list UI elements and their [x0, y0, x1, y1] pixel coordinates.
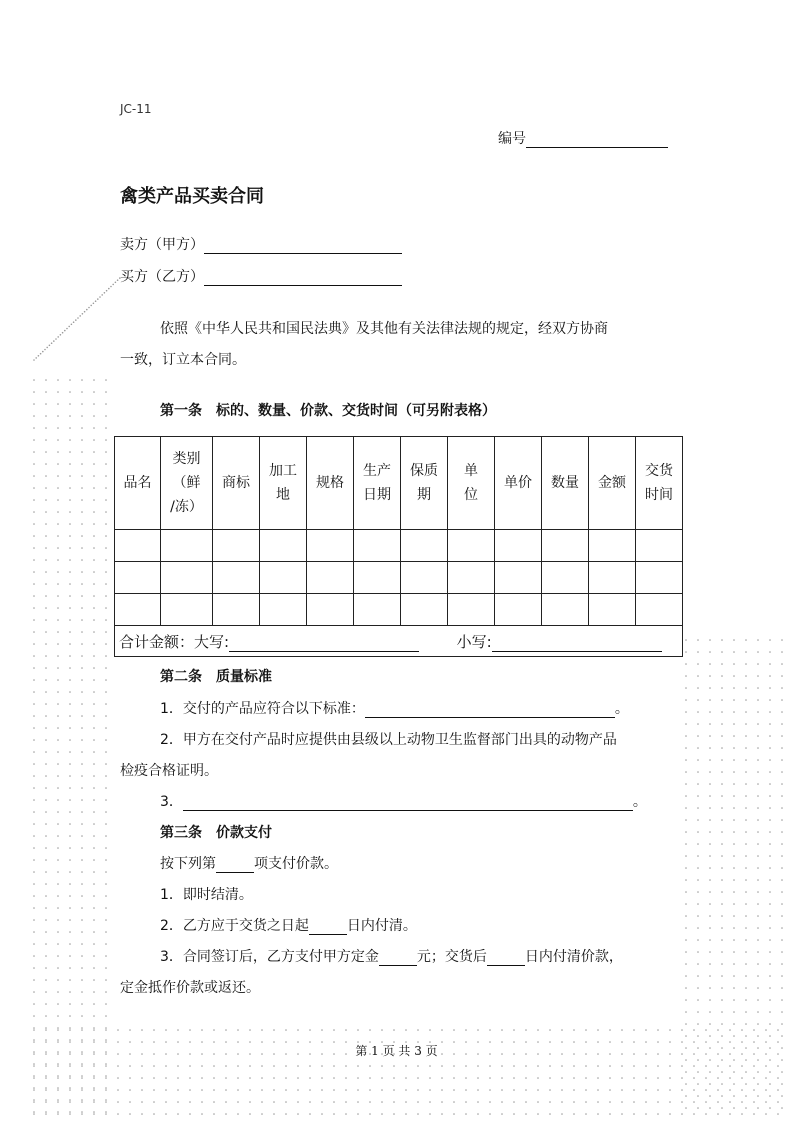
table-header-text: 品名: [123, 475, 152, 491]
document-title: 禽类产品买卖合同: [120, 186, 264, 207]
settlement-days-blank[interactable]: [487, 949, 525, 966]
payment-days-blank[interactable]: [309, 918, 347, 935]
buyer-label: 买方（乙方）: [120, 269, 204, 285]
document-code: JC-11: [120, 102, 152, 116]
quality-standard-blank[interactable]: [365, 701, 615, 718]
seller-field: [120, 236, 402, 254]
preamble-line-1: 依照《中华人民共和国民法典》及其他有关法律法规的规定，经双方协商: [160, 321, 608, 337]
table-header-cell: [354, 437, 401, 530]
item3-blank[interactable]: [183, 794, 633, 811]
table-header-cell: [589, 437, 636, 530]
table-header-text: 金额: [598, 475, 626, 491]
article3-item2: 2．乙方应于交货之日起 日内付清。: [160, 918, 417, 934]
table-total-row: [115, 626, 683, 657]
table-header-text: 生产: [363, 463, 391, 479]
table-header-cell: [213, 437, 260, 530]
payment-option-blank[interactable]: [216, 856, 254, 873]
deposit-amount-blank[interactable]: [379, 949, 417, 966]
article2-item2-line2: 检疫合格证明。: [120, 763, 218, 779]
article3-item3-line1: 3．合同签订后，乙方支付甲方定金 元；交货后 日内付清价款，: [160, 949, 623, 965]
article2-item1: 1．交付的产品应符合以下标准： 。: [160, 701, 629, 717]
table-header-text: 商标: [222, 475, 250, 491]
table-header-cell: [495, 437, 542, 530]
buyer-blank[interactable]: [204, 269, 402, 286]
article3-heading: 第三条 价款支付: [160, 825, 272, 841]
table-header-text: 类别: [172, 451, 201, 467]
table-row: [115, 530, 683, 562]
table-header-cell: [307, 437, 354, 530]
article2-item2-line1: 2．甲方在交付产品时应提供由县级以上动物卫生监督部门出具的动物产品: [160, 732, 617, 748]
total-amount-cell: [115, 626, 683, 657]
article2-item3: 3． 。: [160, 794, 647, 810]
article2-heading: 第二条 质量标准: [160, 669, 272, 685]
table-header-text: 规格: [316, 475, 344, 491]
goods-table: [114, 436, 683, 657]
seller-blank[interactable]: [204, 237, 402, 254]
table-row: [115, 562, 683, 594]
table-header-text: 日期: [363, 487, 391, 503]
table-header-text: （鲜: [172, 475, 201, 491]
table-header-cell: [401, 437, 448, 530]
table-header-text: 单: [464, 463, 478, 479]
total-amount-small-label: 小写:: [456, 632, 492, 651]
page-footer: 第 1 页 共 3 页: [355, 1044, 438, 1058]
table-header-text: 保质: [410, 463, 438, 479]
article1-heading: 第一条 标的、数量、价款、交货时间（可另附表格）: [160, 403, 496, 419]
table-header-text: 单价: [504, 475, 532, 491]
table-header-text: 时间: [645, 487, 673, 503]
table-row: [115, 594, 683, 626]
table-header-cell: [636, 437, 683, 530]
buyer-field: [120, 268, 402, 286]
seller-label: 卖方（甲方）: [120, 237, 204, 253]
preamble-line-2: 一致，订立本合同。: [120, 352, 246, 368]
contract-number-blank[interactable]: [526, 131, 668, 148]
table-header-cell: [115, 437, 161, 530]
table-header-text: 地: [276, 487, 290, 503]
table-header-cell: [542, 437, 589, 530]
table-header-text: 期: [417, 487, 431, 503]
table-header-text: 位: [464, 487, 478, 503]
table-header-cell: [260, 437, 307, 530]
table-header-text: /冻）: [170, 499, 203, 515]
article3-intro: 按下列第 项支付价款。: [160, 856, 338, 872]
table-header-text: 加工: [269, 463, 297, 479]
contract-number-label: 编号: [498, 131, 526, 147]
article3-item1: 1．即时结清。: [160, 887, 253, 903]
article3-item3-line2: 定金抵作价款或返还。: [120, 980, 260, 996]
total-amount-label: 合计金额：大写:: [119, 632, 230, 651]
table-header-text: 交货: [645, 463, 673, 479]
table-header-cell: [448, 437, 495, 530]
table-header-text: 数量: [551, 475, 579, 491]
total-amount-figures-blank[interactable]: [492, 635, 662, 652]
total-amount-words-blank[interactable]: [229, 635, 419, 652]
contract-number-field: [498, 130, 668, 148]
table-header-cell: [161, 437, 213, 530]
table-header-row: [115, 437, 683, 530]
